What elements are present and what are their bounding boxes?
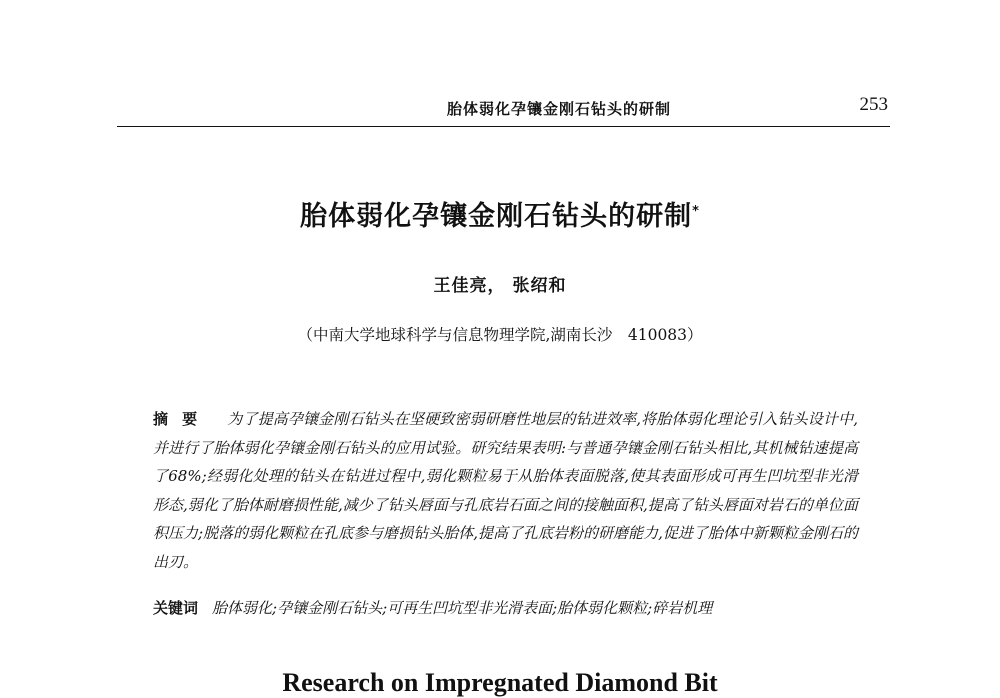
running-title: 胎体弱化孕镶金刚石钻头的研制 [447, 100, 672, 118]
affiliation: （中南大学地球科学与信息物理学院,湖南长沙 410083） [297, 326, 703, 344]
abstract-text: 为了提高孕镶金刚石钻头在坚硬致密弱研磨性地层的钻进效率,将胎体弱化理论引入钻头设计中,并进行了胎体弱化孕镶金刚石钻头的应用试验。研究结果表明:与普通孕镶金刚石钻头相比,其机械钻速提高了68%;经弱化处理的钻头在钻进过程中,弱化颗粒易于从胎体表面脱落,使其表面形成可再生凹坑型非光滑形态,弱化了胎体耐磨损性能,减少了钻头唇面与孔底岩石面之间的接触面积,提高了钻头唇面对岩石的单位面积压力;脱落的弱化颗粒在孔底参与磨损钻头胎体,提高了孔底岩粉的研磨能力,促进了胎体中新颗粒金刚石的出刃。 [153, 410, 858, 571]
title-text: 胎体弱化孕镶金刚石钻头的研制 [300, 201, 693, 232]
authors: 王佳亮， 张绍和 [433, 276, 567, 296]
abstract [153, 405, 858, 577]
keywords-label: 关键词 [153, 599, 199, 617]
keywords [153, 597, 858, 618]
running-header [117, 92, 890, 127]
title-footnote-mark: * [692, 204, 700, 219]
keywords-text: 胎体弱化;孕镶金刚石钻头;可再生凹坑型非光滑表面;胎体弱化颗粒;碎岩机理 [212, 599, 713, 617]
english-title: Research on Impregnated Diamond Bit [282, 668, 718, 697]
article-title [0, 194, 1000, 233]
page-number: 253 [859, 94, 888, 115]
abstract-label: 摘要 [153, 410, 212, 428]
